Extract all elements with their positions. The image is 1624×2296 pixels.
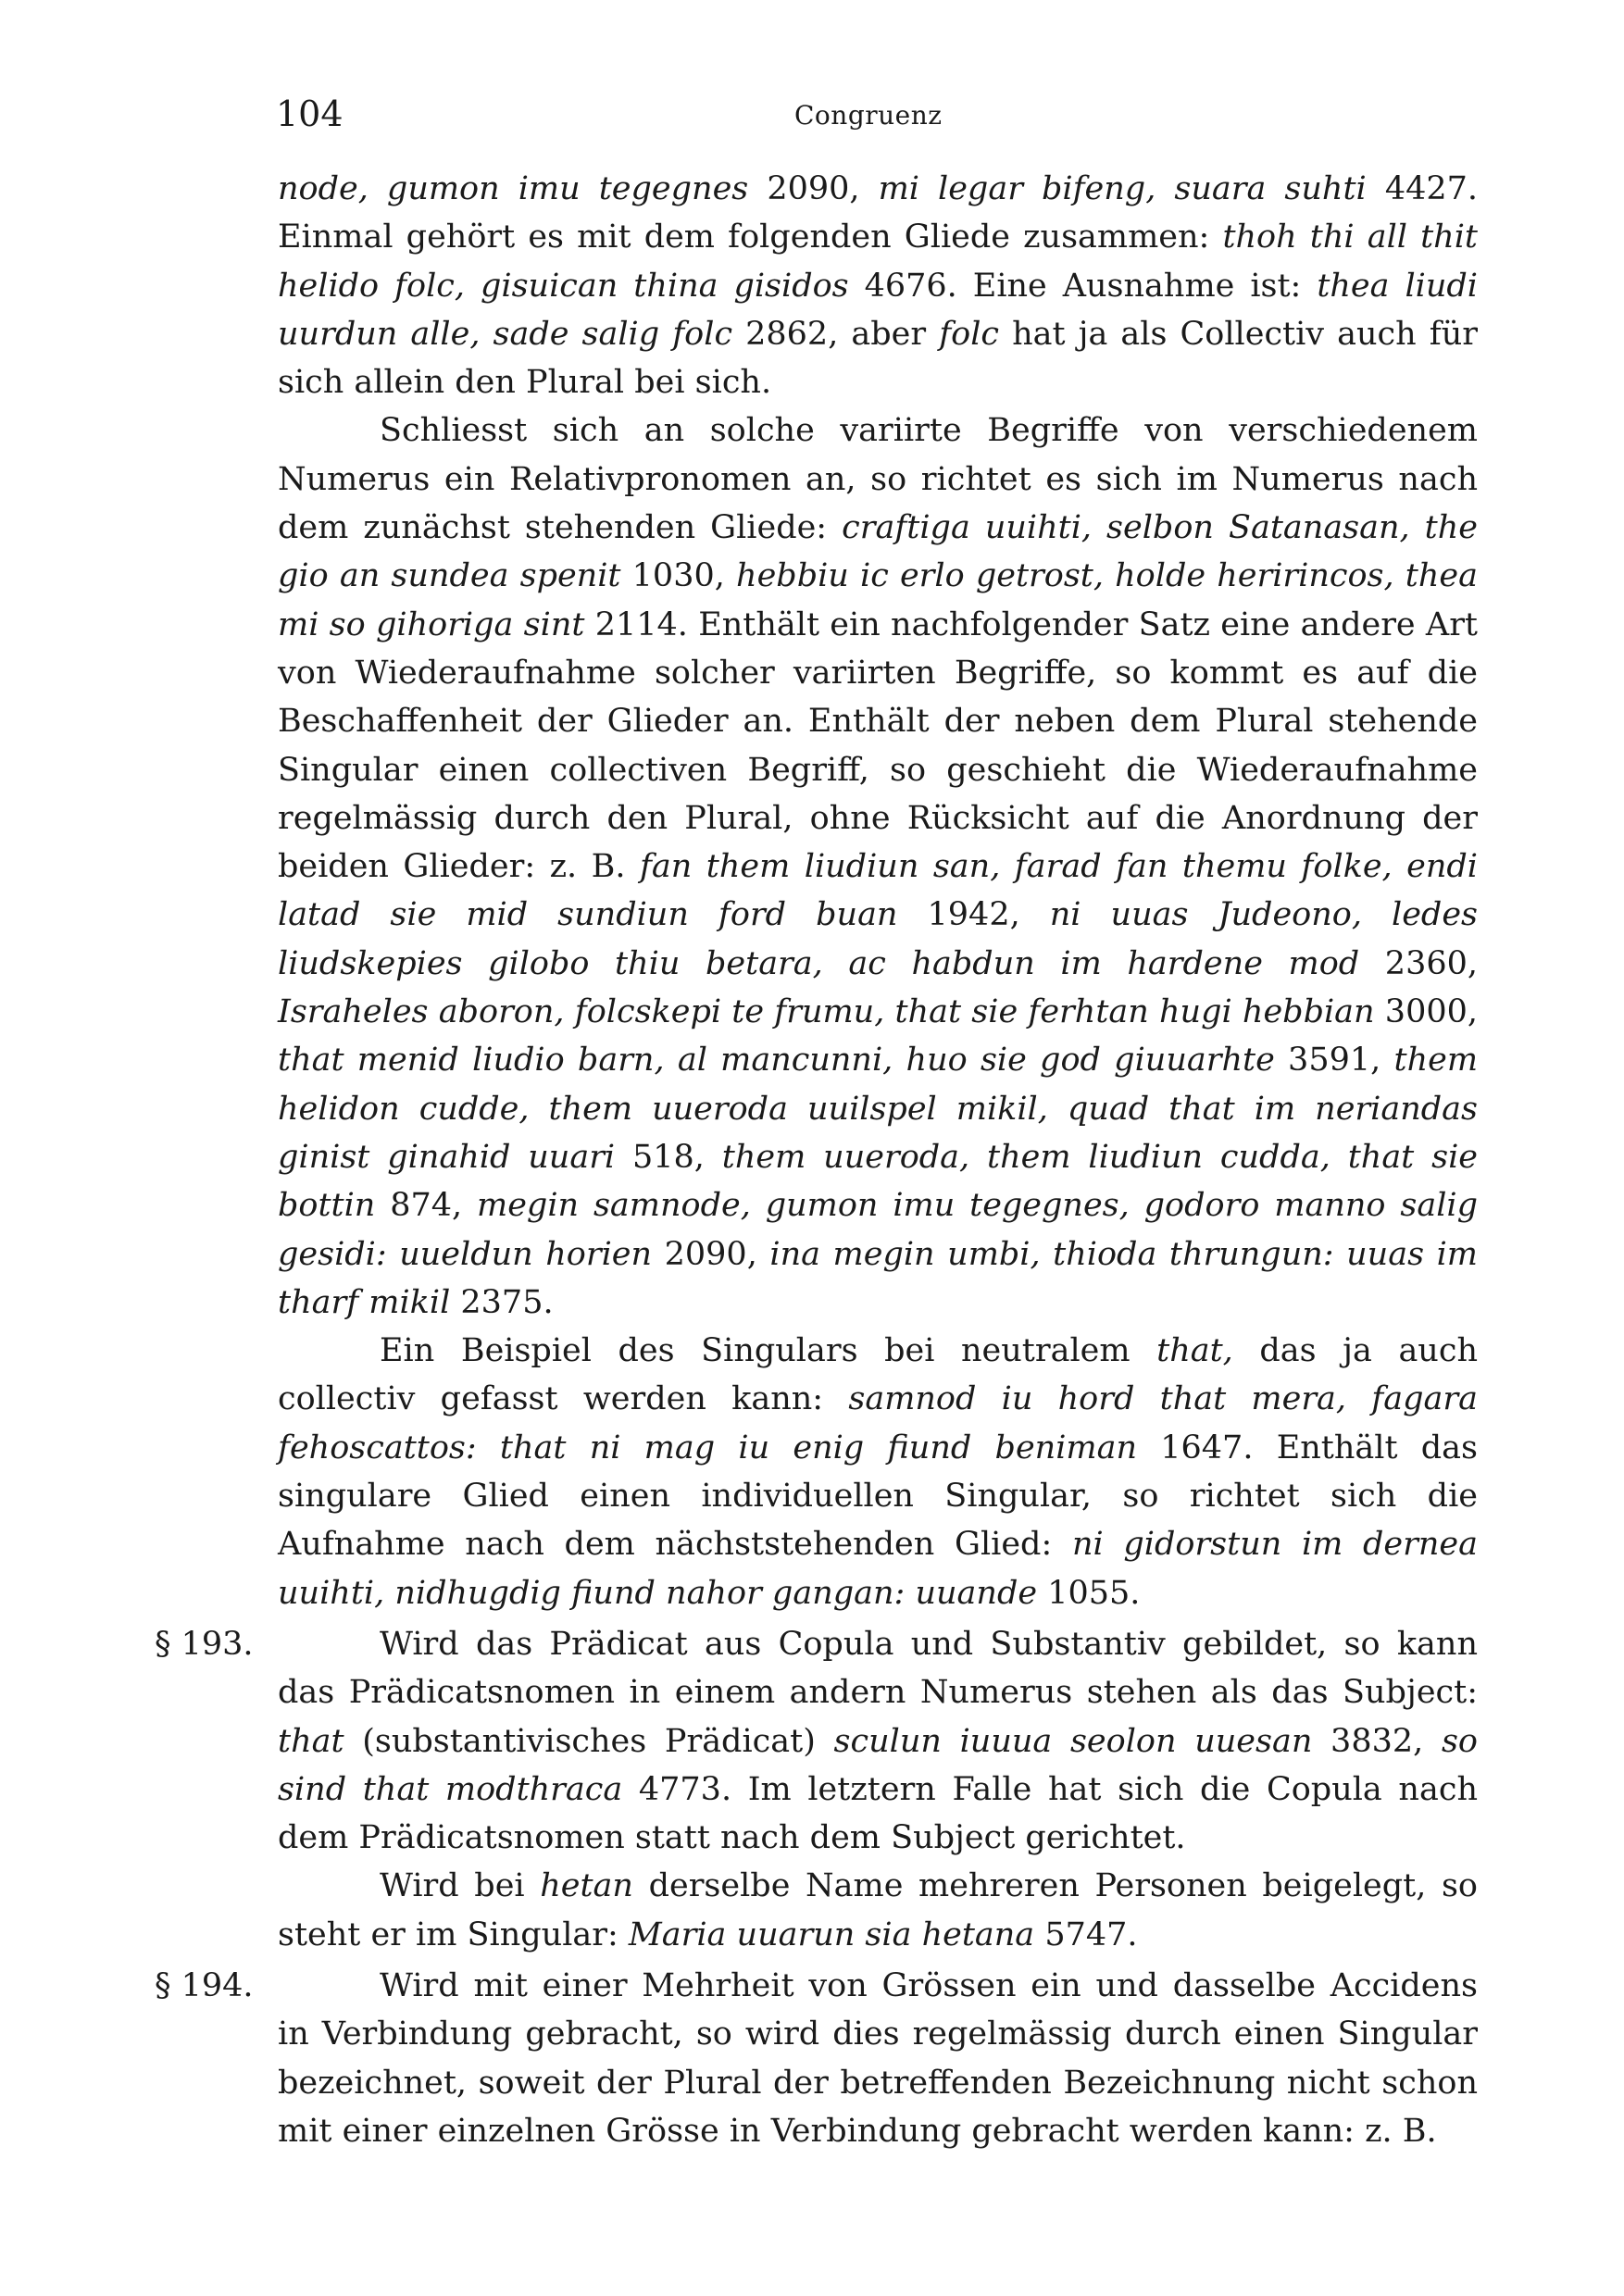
heliand-quote: ina megin umbi, thioda thrungun: uuas im tharf mikil	[278, 1235, 1478, 1321]
prose-text: 2090,	[748, 170, 879, 207]
prose-text: Wird das Prädicat aus Copula und Substantiv gebildet, so kann das Prädicatsnomen in einem andern Numerus stehen als das Subject:	[278, 1625, 1478, 1712]
paragraph-194-text	[278, 1967, 1478, 2150]
heliand-quote: ni gidorstun im dernea uuihti, nidhugdig fiund nahor gangan: uuande	[278, 1526, 1478, 1612]
paragraph-section-194	[155, 1962, 1478, 2155]
heliand-quote: fan them liudiun san, farad fan themu folke, endi latad sie mid sundiun ford buan	[278, 848, 1478, 934]
body-text	[155, 165, 1479, 2155]
prose-text: 2114. Enthält ein nachfolgender Satz eine andere Art von Wiederaufnahme solcher variirten Begriffe, so kommt es auf die Beschaffenheit der Glieder an. Enthält der neben dem Plural stehende Singular einen collectiven Begriff, so geschieht die Wiederaufnahme regelmässig durch den Plural, ohne Rücksicht auf die Anordnung der beiden Glieder: z. B.	[278, 605, 1478, 886]
prose-text: derselbe Name mehreren Personen beigelegt, so steht er im Singular:	[278, 1867, 1478, 1953]
prose-text: 1942,	[897, 896, 1050, 934]
prose-text: 2360,	[1359, 944, 1478, 982]
prose-text: 3832,	[1312, 1722, 1442, 1760]
prose-text: 2862, aber	[732, 315, 940, 353]
prose-text: 1647. Enthält das singulare Glied einen individuellen Singular, so richtet sich die Aufnahme nach dem nächststehenden Glied:	[278, 1429, 1478, 1564]
heliand-quote: folc	[939, 315, 1000, 353]
paragraph-hetan	[278, 1862, 1478, 1959]
prose-text: 3591,	[1274, 1042, 1394, 1079]
prose-text: 1030,	[620, 557, 737, 595]
prose-text: 4676. Eine Ausnahme ist:	[848, 267, 1318, 305]
heliand-quote: that	[278, 1722, 344, 1760]
heliand-quote: node, gumon imu tegegnes	[278, 170, 749, 207]
prose-text: 5747.	[1034, 1915, 1138, 1953]
section-number-193: § 193.	[155, 1625, 254, 1663]
prose-text: 1055.	[1037, 1574, 1141, 1612]
heliand-quote: them helidon cudde, them uueroda uuilspel mikil, quad that im neriandas ginist ginahid uuari	[278, 1042, 1479, 1176]
heliand-quote: mi legar bifeng, suara suhti	[878, 170, 1367, 207]
heliand-quote: so sind that modthraca	[278, 1722, 1478, 1808]
prose-text: 2375.	[450, 1283, 554, 1321]
paragraph-section-193	[155, 1620, 1478, 1862]
prose-text: 518,	[615, 1138, 722, 1176]
prose-text: hat ja als Collectiv auch für sich allein den Plural bei sich.	[278, 315, 1478, 402]
prose-text: Schliesst sich an solche variirte Begriffe von verschiedenem Numerus ein Relativpronomen an, so richtet es sich im Numerus nach dem zunächst stehenden Gliede:	[278, 412, 1478, 547]
prose-text: das ja auch collectiv gefasst werden kann:	[278, 1332, 1478, 1418]
prose-text: 4427. Einmal gehört es mit dem folgenden Gliede zusammen:	[278, 170, 1479, 256]
prose-text: 2090,	[652, 1235, 770, 1273]
heliand-quote: ni uuas Judeono, ledes liudskepies gilobo thiu betara, ac habdun im hardene mod	[278, 896, 1479, 982]
heliand-quote: Israheles aboron, folcskepi te frumu, that sie ferhtan hugi hebbian	[278, 993, 1375, 1031]
paragraph-relativpronomen	[278, 406, 1478, 1327]
heliand-quote: samnod iu hord that mera, fagara fehoscattos: that ni mag iu enig fiund beniman	[278, 1380, 1478, 1466]
page-header	[276, 91, 1480, 139]
paragraph-singular-that	[278, 1327, 1478, 1617]
heliand-quote: craftiga uuihti, selbon Satanasan, the gio an sundea spenit	[278, 509, 1478, 595]
paragraph-193-text	[278, 1626, 1478, 1856]
heliand-quote: thea liudi uurdun alle, sade salig folc	[278, 267, 1478, 353]
prose-text: Ein Beispiel des Singulars bei neutralem	[380, 1332, 1157, 1370]
prose-text: Wird mit einer Mehrheit von Grössen ein und dasselbe Accidens in Verbindung gebracht, so wird dies regelmässig durch einen Singular bezeichnet, soweit der Plural der betreffenden Bezeichnung nicht schon mit einer einzelnen Grösse in Verbindung gebracht werden kann: z. B.	[278, 1966, 1478, 2150]
heliand-quote: that menid liudio barn, al mancunni, huo sie god giuuarhte	[278, 1042, 1275, 1079]
paragraph-continuation	[278, 165, 1478, 406]
heliand-quote: thoh thi all thit helido folc, gisuican thina gisidos	[278, 218, 1478, 305]
running-title: Congruenz	[794, 100, 943, 131]
heliand-quote: them uueroda, them liudiun cudda, that sie bottin	[278, 1138, 1478, 1225]
prose-text: Wird bei	[380, 1867, 541, 1905]
prose-text: (substantivisches Prädicat)	[344, 1722, 834, 1760]
heliand-quote: sculun iuuua seolon uuesan	[833, 1722, 1313, 1760]
heliand-quote: Maria uuarun sia hetana	[628, 1915, 1035, 1953]
section-number-194: § 194.	[155, 1966, 254, 2004]
prose-text: 4773. Im letztern Falle hat sich die Copula nach dem Prädicatsnomen statt nach dem Subject gerichtet.	[278, 1770, 1478, 1857]
prose-text: 3000,	[1374, 993, 1479, 1031]
heliand-quote: hebbiu ic erlo getrost, holde heririncos, thea mi so gihoriga sint	[278, 557, 1478, 643]
heliand-quote: that,	[1156, 1332, 1233, 1370]
prose-text: 874,	[375, 1187, 478, 1225]
page-number: 104	[276, 94, 344, 134]
heliand-quote: hetan	[540, 1867, 633, 1905]
heliand-quote: megin samnode, gumon imu tegegnes, godoro manno salig gesidi: uueldun horien	[278, 1187, 1478, 1273]
